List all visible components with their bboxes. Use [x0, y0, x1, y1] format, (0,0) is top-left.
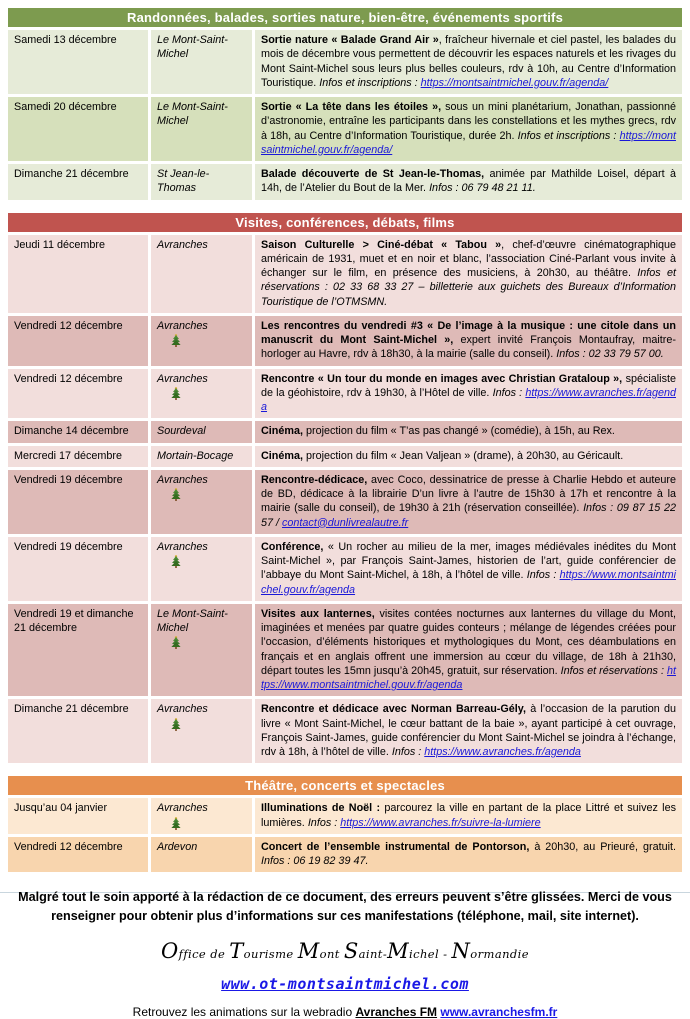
- event-info-text: Infos :: [307, 816, 341, 829]
- office-title-capital: T: [229, 938, 244, 963]
- office-title-capital: N: [451, 938, 471, 963]
- event-info-text: Infos : 09 87 15 22 57 /: [261, 502, 676, 529]
- event-body-text: parcourez la ville en partant de la place Littré et suivez les lumières.: [261, 802, 676, 829]
- event-row: [8, 235, 682, 313]
- event-description: [255, 798, 682, 834]
- christmas-tree-icon: [171, 334, 246, 347]
- office-title: Office de Tourisme Mont Saint-Michel - Normandie: [161, 938, 529, 963]
- event-row: [8, 446, 682, 467]
- event-row: [8, 421, 682, 442]
- event-row: [8, 369, 682, 419]
- event-location: Avranches: [151, 699, 252, 763]
- office-title-capital: M: [387, 938, 410, 963]
- event-location: Le Mont-Saint-Michel: [151, 97, 252, 161]
- event-location: Le Mont-Saint-Michel: [151, 604, 252, 697]
- footer: [8, 888, 682, 1019]
- event-description: [255, 837, 682, 873]
- event-title-text: Visites aux lanternes,: [261, 607, 380, 620]
- section-randonnees: [8, 8, 682, 200]
- event-info-text: Infos et réservations : 02 33 68 33 27 – billetterie aux guichets des Bureaux d’Information Touristique de l’OTMSMN.: [261, 267, 676, 308]
- event-info-text: Infos :: [492, 386, 526, 399]
- event-location: St Jean-le-Thomas: [151, 164, 252, 200]
- event-title-text: Sortie « La tête dans les étoiles »,: [261, 101, 446, 113]
- event-info-text: Infos et inscriptions :: [319, 76, 421, 89]
- event-location: Avranches: [151, 235, 252, 313]
- event-description: [255, 164, 682, 200]
- disclaimer-text: Malgré tout le soin apporté à la rédaction de ce document, des erreurs peuvent s’être glissées. Merci de vous renseigner pour obtenir plus d’informations sur ces manifestations (téléphone, mail, site internet).: [18, 890, 672, 923]
- event-description: [255, 537, 682, 601]
- event-location: Avranches: [151, 537, 252, 601]
- event-sections: [8, 8, 682, 872]
- christmas-tree-icon: [171, 488, 246, 501]
- event-description: [255, 421, 682, 442]
- office-title-capital: M: [297, 938, 320, 963]
- event-date: Mercredi 17 décembre: [8, 446, 148, 467]
- event-title-text: Rencontre et dédicace avec Norman Barreau-Gély,: [261, 703, 531, 716]
- event-row: [8, 537, 682, 601]
- event-title-text: Sortie nature « Balade Grand Air »: [261, 34, 439, 46]
- event-description: [255, 470, 682, 534]
- event-link[interactable]: https://www.montsaintmichel.gouv.fr/agenda: [261, 569, 676, 596]
- event-row: [8, 97, 682, 161]
- event-description: [255, 446, 682, 467]
- event-row: [8, 164, 682, 200]
- event-link[interactable]: https://www.avranches.fr/suivre-la-lumiere: [340, 816, 541, 829]
- event-title-text: Rencontre « Un tour du monde en images avec Christian Grataloup »,: [261, 372, 626, 385]
- event-location: Avranches: [151, 316, 252, 366]
- event-body-text: , chef-d’œuvre cinématographique américain de 1931, muet et en noir et blanc, l’association Ciné-Parlant vous invite à échanger sur le film, en présence des musiciens, à 20h30, au théâtre.: [261, 238, 676, 279]
- event-date: Samedi 13 décembre: [8, 30, 148, 94]
- event-info-text: Infos : 02 33 79 57 00.: [556, 348, 664, 361]
- event-date: Vendredi 19 et dimanche 21 décembre: [8, 604, 148, 697]
- event-row: [8, 316, 682, 366]
- event-title-text: Cinéma,: [261, 425, 307, 438]
- event-title-text: Concert de l’ensemble instrumental de Pontorson,: [261, 840, 535, 853]
- event-link[interactable]: https://montsaintmichel.gouv.fr/agenda/: [420, 76, 609, 89]
- avranches-fm-link[interactable]: Avranches FM: [355, 1004, 438, 1019]
- christmas-tree-icon: [171, 718, 246, 731]
- section-visites: [8, 213, 682, 764]
- radio-text: Retrouvez les animations sur la webradio: [132, 1004, 356, 1019]
- event-location: Avranches: [151, 369, 252, 419]
- event-date: Jusqu’au 04 janvier: [8, 798, 148, 834]
- event-link[interactable]: https://montsaintmichel.gouv.fr/agenda/: [261, 129, 676, 156]
- section-header: Randonnées, balades, sorties nature, bien-être, événements sportifs: [8, 8, 682, 27]
- christmas-tree-icon: [171, 636, 246, 649]
- event-body-text: sous un mini planétarium, Jonathan, passionné d’astronomie, entraîne les participants dans les constellations et les mythes grecs, rdv à 18h, au Centre d’Information Touristique, durée 2h.: [261, 101, 676, 142]
- office-title-capital: S: [343, 938, 359, 963]
- event-date: Samedi 20 décembre: [8, 97, 148, 161]
- event-info-text: Infos : 06 19 82 39 47.: [261, 855, 369, 867]
- event-body-text: projection du film « Jean Valjean » (drame), à 20h30, au Géricault.: [306, 449, 624, 462]
- event-date: Dimanche 21 décembre: [8, 164, 148, 200]
- section-theatre: [8, 776, 682, 872]
- event-body-text: « Un rocher au milieu de la mer, images médiévales inédites du Mont Saint-Michel », par François Saint-James, historien de l’art, guide conférencier de l’abbaye du Mont Saint-Michel, à 18h, à l’hôtel de ville.: [261, 540, 676, 582]
- event-row: [8, 604, 682, 697]
- event-location: Le Mont-Saint-Michel: [151, 30, 252, 94]
- section-header: Théâtre, concerts et spectacles: [8, 776, 682, 795]
- event-row: [8, 470, 682, 534]
- event-location: Sourdeval: [151, 421, 252, 442]
- event-description: [255, 30, 682, 94]
- event-location: Ardevon: [151, 837, 252, 873]
- event-link[interactable]: https://www.montsaintmichel.gouv.fr/agenda: [261, 664, 676, 691]
- website-row: [8, 975, 682, 994]
- event-row: [8, 699, 682, 763]
- event-description: [255, 699, 682, 763]
- office-title-capital: O: [161, 938, 179, 963]
- event-description: [255, 235, 682, 313]
- event-info-text: Infos :: [526, 569, 560, 582]
- event-date: Vendredi 12 décembre: [8, 837, 148, 873]
- event-body-text: , fraîcheur hivernale et ciel pastel, les balades du mois de décembre vous permettent de découvrir les espaces naturels et les rivages du Mont Saint-Michel sous leurs plus belles couleurs, rdv à 10h, au Centre d’Information Touristique.: [261, 34, 677, 89]
- christmas-tree-icon: [171, 555, 246, 568]
- event-row: [8, 30, 682, 94]
- event-date: Dimanche 21 décembre: [8, 699, 148, 763]
- event-row: [8, 798, 682, 834]
- event-date: Vendredi 19 décembre: [8, 537, 148, 601]
- event-info-text: Infos et réservations :: [560, 664, 667, 677]
- event-body-text: projection du film « T’as pas changé » (comédie), à 15h, au Rex.: [306, 425, 615, 438]
- event-link[interactable]: https://www.avranches.fr/agenda: [261, 386, 676, 413]
- event-body-text: expert invité François Montaufray, maitre-horloger au Havre, rdv à 18h30, à la mairie (salle du conseil).: [261, 334, 676, 361]
- event-body-text: visites contées nocturnes aux lanternes du village du Mont, imaginées et menées par quatre guides conteurs ; mélange de légendes créées pour l’occasion, d’éléments historiques et mythologiques du Mont, ces déambulations en français et en anglais offrent une immersion au cœur du village, de 18h à 21h30, départ toutes les 15mn jusqu’à 20h45, gratuit, sur réservation.: [261, 607, 676, 677]
- event-body-text: spécialiste de la géohistoire, rdv à 19h30, à l’Hôtel de ville.: [261, 372, 676, 399]
- event-title-text: Balade découverte de St Jean-le-Thomas,: [261, 168, 490, 180]
- event-date: Jeudi 11 décembre: [8, 235, 148, 313]
- event-description: [255, 97, 682, 161]
- event-title-text: Conférence,: [261, 540, 328, 553]
- event-row: [8, 837, 682, 873]
- event-description: [255, 369, 682, 419]
- event-info-text: Infos : 06 79 48 21 11.: [429, 182, 536, 195]
- event-date: Vendredi 19 décembre: [8, 470, 148, 534]
- event-description: [255, 604, 682, 697]
- christmas-tree-icon: [171, 387, 246, 400]
- christmas-tree-icon: [171, 817, 246, 830]
- event-description: [255, 316, 682, 366]
- event-location: Mortain-Bocage: [151, 446, 252, 467]
- event-date: Dimanche 14 décembre: [8, 421, 148, 442]
- event-body-text: à l’occasion de la parution du livre « Mont Saint-Michel, le cœur battant de la baie », ayant participé à cet ouvrage, François Saint-James, guide conférencier du Mont Saint-Michel se joindra à l’échange, rdv à 18h, à l’hôtel de ville.: [261, 703, 676, 758]
- avranchesfm-url-link[interactable]: www.avranchesfm.fr: [440, 1004, 558, 1019]
- event-title-text: Cinéma,: [261, 449, 307, 462]
- event-body-text: à 20h30, au Prieuré, gratuit.: [534, 840, 676, 853]
- event-link[interactable]: https://www.avranches.fr/agenda: [424, 746, 581, 758]
- event-title-text: Saison Culturelle > Ciné-débat « Tabou »: [261, 238, 502, 251]
- event-body-text: animée par Mathilde Loisel, départ à 14h, de l’Atelier du Bout de la Mer.: [261, 168, 677, 195]
- event-info-text: Infos :: [391, 746, 425, 758]
- event-link[interactable]: contact@dunlivrealautre.fr: [282, 516, 409, 529]
- event-body-text: avec Coco, dessinatrice de presse à Charlie Hebdo et auteure de BD, dédicace à la librairie D’un livre à l’autre de 15h30 à 17h et rencontre à la mairie (salle du conseil), de 19h30 à 21h (réservation conseillée).: [261, 473, 676, 515]
- event-location: Avranches: [151, 798, 252, 834]
- section-header: Visites, conférences, débats, films: [8, 213, 682, 232]
- radio-line: [8, 1005, 682, 1019]
- event-date: Vendredi 12 décembre: [8, 316, 148, 366]
- event-location: Avranches: [151, 470, 252, 534]
- event-info-text: Infos et inscriptions :: [517, 129, 620, 142]
- event-title-text: Les rencontres du vendredi #3 « De l’image à la musique : une citole dans un manuscrit du Mont Saint-Michel »,: [261, 319, 676, 346]
- ot-website-link[interactable]: www.ot-montsaintmichel.com: [221, 974, 469, 993]
- event-title-text: Illuminations de Noël :: [261, 802, 385, 815]
- event-date: Vendredi 12 décembre: [8, 369, 148, 419]
- event-title-text: Rencontre-dédicace,: [261, 473, 372, 486]
